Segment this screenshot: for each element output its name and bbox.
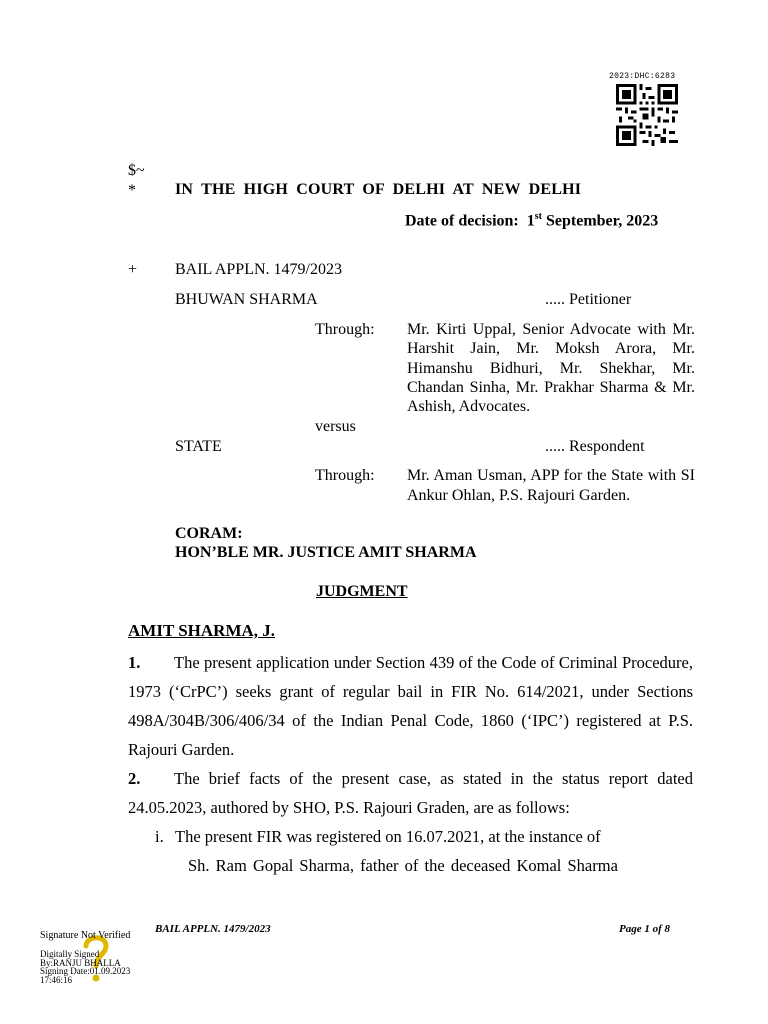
symbol-dollar: $~ <box>128 162 145 179</box>
respondent-name: STATE <box>175 438 222 455</box>
judge-name: AMIT SHARMA, J. <box>128 621 276 640</box>
date-rest: September, 2023 <box>546 212 659 230</box>
list-item-i-number: i. <box>155 827 164 846</box>
plus-marker: + <box>128 261 138 278</box>
paragraph-2-text: The brief facts of the present case, as stated in the status report dated 24.05.2023, authored by SHO, P.S. Rajouri Graden, are as follows: <box>128 769 693 817</box>
list-item-i <box>155 822 601 851</box>
case-number: BAIL APPLN. 1479/2023 <box>175 261 342 278</box>
paragraph-2-number: 2. <box>128 769 141 788</box>
coram-justice: HON’BLE MR. JUSTICE AMIT SHARMA <box>175 544 477 561</box>
petitioner-counsel: Mr. Kirti Uppal, Senior Advocate with Mr. Harshit Jain, Mr. Moksh Arora, Mr. Himanshu Bidhuri, Mr. Shekhar, Mr. Chandan Sinha, Mr. Prakhar Sharma & Mr. Ashish, Advocates. <box>407 321 695 416</box>
symbol-asterisk: * <box>128 182 136 199</box>
signature-details <box>40 950 130 984</box>
paragraph-2 <box>128 764 693 822</box>
through-label-petitioner: Through: <box>315 321 375 338</box>
signature-line-3: Signing Date:01.09.2023 <box>40 966 131 976</box>
coram-label: CORAM: <box>175 525 243 542</box>
petitioner-name: BHUWAN SHARMA <box>175 291 318 308</box>
footer-page-number: Page 1 of 8 <box>619 923 671 935</box>
qr-code-label: 2023:DHC:6283 <box>609 72 676 81</box>
judgment-heading: JUDGMENT <box>316 583 408 600</box>
footer-case-number: BAIL APPLN. 1479/2023 <box>155 923 271 935</box>
respondent-role: ..... Respondent <box>545 438 645 455</box>
versus-label: versus <box>315 418 356 435</box>
petitioner-role: ..... Petitioner <box>545 291 632 308</box>
through-label-respondent: Through: <box>315 467 375 484</box>
respondent-counsel: Mr. Aman Usman, APP for the State with SI Ankur Ohlan, P.S. Rajouri Garden. <box>407 467 695 504</box>
date-label: Date of decision: <box>405 212 519 230</box>
court-title: IN THE HIGH COURT OF DELHI AT NEW DELHI <box>175 181 582 198</box>
signature-line-1: Digitally Signed <box>40 949 100 959</box>
paragraph-1 <box>128 648 693 764</box>
list-item-i-continuation: Sh. Ram Gopal Sharma, father of the deceased Komal Sharma <box>188 856 618 875</box>
date-of-decision <box>405 211 658 230</box>
paragraph-1-text: The present application under Section 439 of the Code of Criminal Procedure, 1973 (‘CrPC’) seeks grant of regular bail in FIR No. 614/2021, under Sections 498A/304B/306/406/34 of the Indian Penal Code, 1860 (‘IPC’) registered at P.S. Rajouri Garden. <box>128 653 693 759</box>
signature-line-2: By:RANJU BHALLA <box>40 957 121 968</box>
qr-code-image <box>614 84 680 146</box>
list-item-i-text: The present FIR was registered on 16.07.2021, at the instance of <box>175 827 601 846</box>
signature-status: Signature Not Verified <box>40 930 131 941</box>
date-day: 1 <box>526 212 535 230</box>
date-suffix: st <box>534 211 542 222</box>
signature-line-4: 17:46:16 <box>40 974 73 985</box>
paragraph-1-number: 1. <box>128 653 141 672</box>
